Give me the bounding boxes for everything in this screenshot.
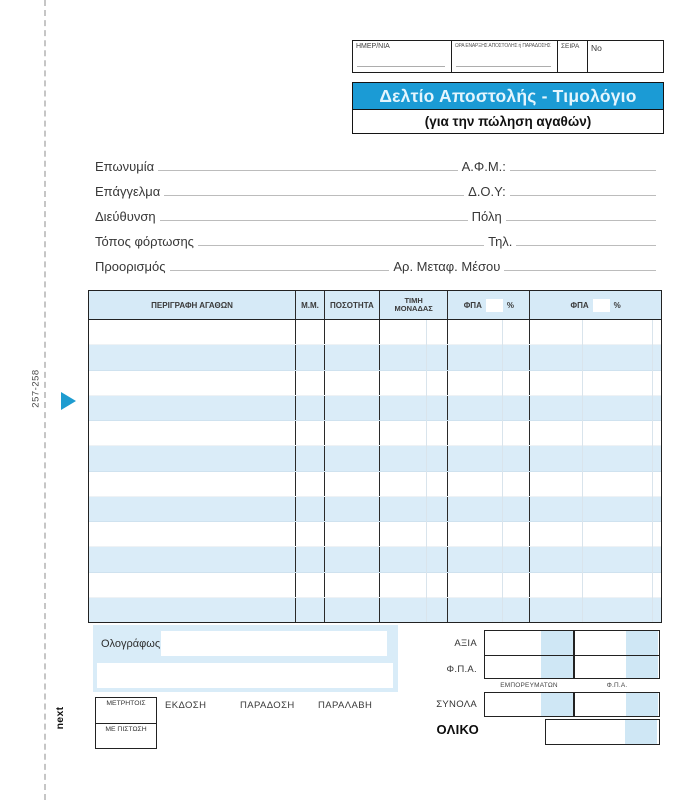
item-cell xyxy=(448,320,530,344)
item-cell xyxy=(530,396,661,420)
header-meta-box xyxy=(352,40,664,73)
unit-price-line2: ΜΟΝΑΔΑΣ xyxy=(394,304,433,313)
item-row xyxy=(89,573,661,598)
item-cell xyxy=(530,547,661,571)
vat-sublabel: Φ.Π.Α. xyxy=(606,682,628,689)
item-cell xyxy=(448,371,530,395)
decimal-subcolumn xyxy=(625,720,657,744)
item-cell xyxy=(380,345,449,369)
value-label: ΑΞΙΑ xyxy=(454,638,477,649)
transport-means-label: Αρ. Μεταφ. Μέσου xyxy=(393,259,501,274)
items-table xyxy=(88,290,662,623)
decimal-divider-line xyxy=(426,320,427,622)
profession-line xyxy=(164,195,464,196)
field-row-loading-place xyxy=(95,228,660,250)
item-cell xyxy=(380,396,449,420)
item-cell xyxy=(325,396,380,420)
item-cell xyxy=(89,446,296,470)
item-cell xyxy=(296,598,325,622)
item-cell xyxy=(448,446,530,470)
item-cell xyxy=(296,573,325,597)
item-row xyxy=(89,421,661,446)
item-cell xyxy=(380,371,449,395)
item-cell xyxy=(380,497,449,521)
col-vat2-header xyxy=(530,291,661,319)
item-cell xyxy=(89,396,296,420)
item-cell xyxy=(296,547,325,571)
item-cell xyxy=(448,396,530,420)
item-cell xyxy=(296,320,325,344)
item-cell xyxy=(89,320,296,344)
item-row xyxy=(89,371,661,396)
dispatch-time-cell xyxy=(451,41,557,72)
item-row xyxy=(89,446,661,471)
field-row-address xyxy=(95,203,660,225)
in-words-label: Ολογράφως xyxy=(101,638,161,650)
item-cell xyxy=(296,345,325,369)
item-cell xyxy=(89,547,296,571)
box-divider xyxy=(485,655,659,656)
col-quantity-header: ΠΟΣΟΤΗΤΑ xyxy=(325,291,380,319)
time-writing-line xyxy=(456,66,551,67)
vat2-percent: % xyxy=(613,300,621,310)
item-cell xyxy=(530,320,661,344)
phone-label: Τηλ. xyxy=(488,234,513,249)
grand-total-label: ΟΛΙΚΟ xyxy=(436,722,479,737)
decimal-subcolumn xyxy=(626,693,658,716)
grand-total-box xyxy=(545,719,660,745)
series-cell xyxy=(557,41,587,72)
items-table-header xyxy=(89,291,661,320)
number-label: No xyxy=(591,43,602,53)
item-cell xyxy=(448,522,530,546)
company-name-line xyxy=(158,170,457,171)
item-cell xyxy=(530,497,661,521)
col-unit-price-header xyxy=(380,291,449,319)
date-cell xyxy=(353,41,451,72)
field-row-profession xyxy=(95,178,660,200)
item-cell xyxy=(89,573,296,597)
item-cell xyxy=(325,371,380,395)
item-cell xyxy=(530,421,661,445)
item-cell xyxy=(325,446,380,470)
value-vat-box xyxy=(484,630,660,679)
profession-label: Επάγγελμα xyxy=(95,184,161,199)
item-cell xyxy=(448,472,530,496)
item-cell xyxy=(530,598,661,622)
loading-place-label: Τόπος φόρτωσης xyxy=(95,234,194,249)
form-series-number: 257-258 xyxy=(30,369,42,408)
item-cell xyxy=(380,421,449,445)
item-row xyxy=(89,320,661,345)
item-row xyxy=(89,522,661,547)
item-cell xyxy=(325,345,380,369)
totals-box xyxy=(484,692,660,717)
item-cell xyxy=(380,573,449,597)
item-row xyxy=(89,547,661,572)
item-cell xyxy=(296,472,325,496)
item-cell xyxy=(325,472,380,496)
item-cell xyxy=(380,522,449,546)
item-cell xyxy=(296,371,325,395)
item-cell xyxy=(448,345,530,369)
vat-number-line xyxy=(510,170,656,171)
vat2-rate-box xyxy=(593,299,610,312)
dispatch-time-label: ΩΡΑ ΕΝΑΡΞΗΣ ΑΠΟΣΤΟΛΗΣ ή ΠΑΡΑΔΟΣΗΣ xyxy=(455,43,551,49)
item-cell xyxy=(448,421,530,445)
item-cell xyxy=(530,446,661,470)
item-cell xyxy=(89,497,296,521)
delivery-label: ΠΑΡΑΔΟΣΗ xyxy=(240,700,295,711)
tax-office-line xyxy=(510,195,656,196)
title-box xyxy=(352,82,664,134)
item-cell xyxy=(325,547,380,571)
company-name-label: Επωνυμία xyxy=(95,159,155,174)
item-cell xyxy=(380,547,449,571)
item-cell xyxy=(325,598,380,622)
amount-in-words-panel xyxy=(93,625,398,692)
item-row xyxy=(89,396,661,421)
item-cell xyxy=(448,573,530,597)
items-table-body xyxy=(89,320,661,622)
item-cell xyxy=(380,320,449,344)
decimal-divider-line xyxy=(582,320,583,622)
box-divider xyxy=(573,693,575,716)
item-cell xyxy=(296,421,325,445)
item-cell xyxy=(325,522,380,546)
item-row xyxy=(89,497,661,522)
city-label: Πόλη xyxy=(471,209,502,224)
vat1-label: ΦΠΑ xyxy=(463,300,482,310)
item-row xyxy=(89,345,661,370)
item-cell xyxy=(296,497,325,521)
item-cell xyxy=(325,497,380,521)
in-words-box-1 xyxy=(161,631,387,656)
col-vat1-header xyxy=(448,291,530,319)
item-row xyxy=(89,472,661,497)
item-cell xyxy=(448,598,530,622)
totals-label: ΣΥΝΟΛΑ xyxy=(436,699,477,710)
issue-label: ΕΚΔΟΣΗ xyxy=(165,700,207,711)
item-cell xyxy=(380,472,449,496)
item-cell xyxy=(296,522,325,546)
item-row xyxy=(89,598,661,622)
item-cell xyxy=(89,522,296,546)
vat1-rate-box xyxy=(486,299,503,312)
phone-line xyxy=(516,245,656,246)
loading-place-line xyxy=(198,245,484,246)
item-cell xyxy=(89,472,296,496)
item-cell xyxy=(530,345,661,369)
item-cell xyxy=(530,472,661,496)
goods-sublabel: ΕΜΠΟΡΕΥΜΑΤΩΝ xyxy=(500,682,558,689)
vat-number-label: Α.Φ.Μ.: xyxy=(461,159,506,174)
vat-total-label: Φ.Π.Α. xyxy=(446,664,477,675)
copy-pointer-arrow-icon xyxy=(61,392,76,410)
destination-line xyxy=(170,270,390,271)
item-cell xyxy=(296,396,325,420)
receipt-label: ΠΑΡΑΛΑΒΗ xyxy=(318,700,373,711)
item-cell xyxy=(89,598,296,622)
field-row-destination xyxy=(95,253,660,275)
cash-cell: ΜΕΤΡΗΤΟΙΣ xyxy=(106,700,146,707)
item-cell xyxy=(325,421,380,445)
destination-label: Προορισμός xyxy=(95,259,166,274)
item-cell xyxy=(530,573,661,597)
col-description-header: ΠΕΡΙΓΡΑΦΗ ΑΓΑΘΩΝ xyxy=(89,291,296,319)
item-cell xyxy=(448,497,530,521)
address-label: Διεύθυνση xyxy=(95,209,156,224)
item-cell xyxy=(89,345,296,369)
item-cell xyxy=(380,598,449,622)
item-cell xyxy=(448,547,530,571)
item-cell xyxy=(89,421,296,445)
decimal-divider-line xyxy=(502,320,503,622)
decimal-divider-line xyxy=(652,320,653,622)
item-cell xyxy=(325,320,380,344)
field-row-company xyxy=(95,153,660,175)
number-cell xyxy=(587,41,663,72)
form-subtitle: (για την πώληση αγαθών) xyxy=(424,114,592,129)
city-line xyxy=(506,220,656,221)
tax-office-label: Δ.Ο.Υ: xyxy=(468,184,506,199)
series-label: ΣΕΙΡΑ xyxy=(561,43,580,50)
item-cell xyxy=(530,371,661,395)
decimal-subcolumn xyxy=(541,693,573,716)
in-words-box-2 xyxy=(97,663,393,688)
item-cell xyxy=(296,446,325,470)
col-unit-header: Μ.Μ. xyxy=(296,291,325,319)
form-title: Δελτίο Αποστολής - Τιμολόγιο xyxy=(353,83,663,110)
unit-price-line1: ΤΙΜΗ xyxy=(404,296,423,305)
item-cell xyxy=(89,371,296,395)
payment-method-box xyxy=(95,697,157,749)
credit-cell: ΜΕ ΠΙΣΤΩΣΗ xyxy=(96,723,156,748)
vat2-label: ΦΠΑ xyxy=(570,300,589,310)
brand-logo: next xyxy=(54,706,66,730)
transport-means-line xyxy=(504,270,656,271)
item-cell xyxy=(530,522,661,546)
date-label: ΗΜΕΡ/ΝΙΑ xyxy=(356,43,390,50)
item-cell xyxy=(380,446,449,470)
item-cell xyxy=(325,573,380,597)
address-line xyxy=(160,220,468,221)
date-writing-line xyxy=(357,66,445,67)
perforation-dashed-line xyxy=(44,0,46,800)
vat1-percent: % xyxy=(506,300,514,310)
